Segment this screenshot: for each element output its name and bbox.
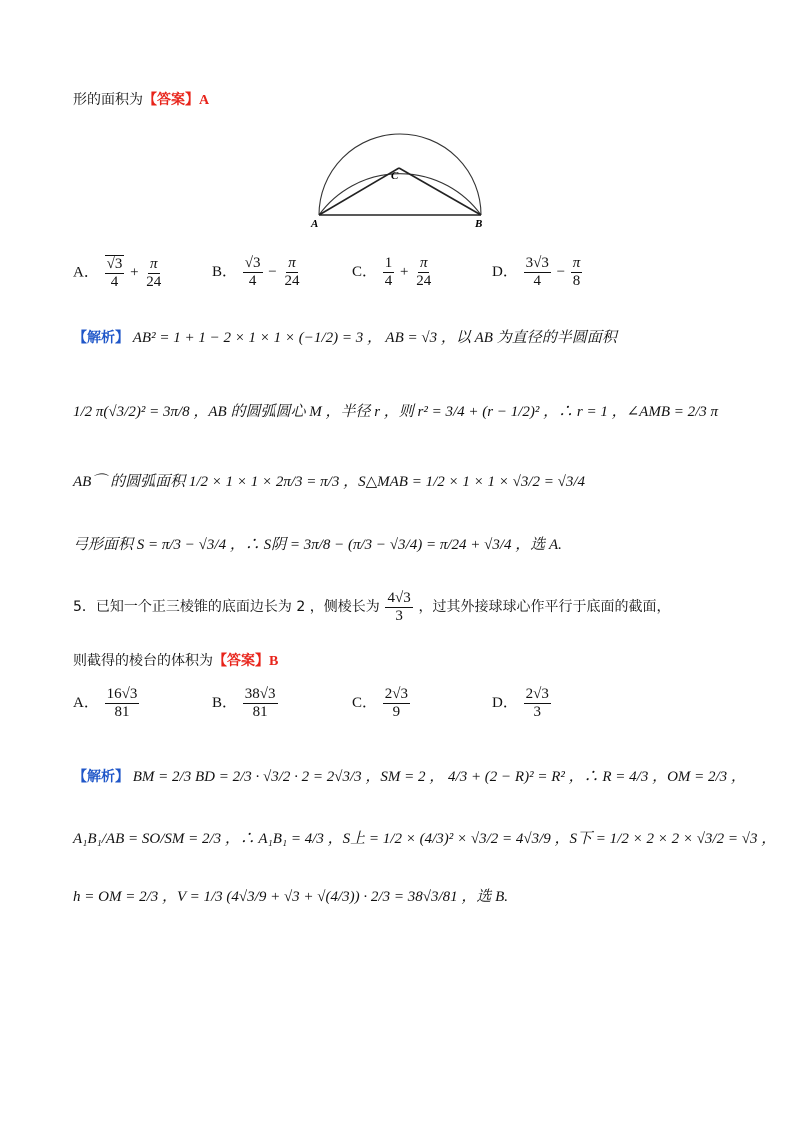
q4-option-d-num2: π xyxy=(571,255,583,273)
q4-semicircle-arc xyxy=(319,134,481,215)
q4-label-c: C xyxy=(391,170,399,182)
q4-option-d-op: − xyxy=(556,264,566,281)
q5-option-c-num: 2√3 xyxy=(383,686,410,704)
q4-option-c-den1: 4 xyxy=(384,273,393,290)
q4-solution-line-4 xyxy=(73,533,562,554)
q4-option-a-den2: 24 xyxy=(146,273,162,290)
q4-option-d-letter: D． xyxy=(492,264,518,281)
q4-figure xyxy=(305,125,495,230)
q5-option-d-num: 2√3 xyxy=(524,686,551,704)
q5-stem-line-2 xyxy=(73,650,278,670)
q5-option-b-num: 38√3 xyxy=(243,686,278,704)
q5-solution-text-1: BM = 2/3 BD = 2/3 · √3/2 · 2 = 2√3/3 ，SM = 2 ， 4/3 + (2 − R)² = R² ，∴ R = 4/3 ，OM = 2/3 ， xyxy=(132,769,746,785)
q4-intro-text: 形的面积为 xyxy=(73,92,143,108)
q4-label-b: B xyxy=(475,218,483,230)
q4-option-c xyxy=(352,255,435,291)
q4-option-a-op: + xyxy=(130,264,139,281)
q5-option-d-den: 3 xyxy=(533,704,541,721)
q4-solution-text-4: 弓形面积 S = π/3 − √3/4 ，∴ S阴 = 3π/8 − (π/3 − √3/4) = π/24 + √3/4 ，选 A. xyxy=(73,537,562,553)
q4-option-b-op: − xyxy=(268,264,277,281)
q4-option-a-num1: √3 xyxy=(105,255,125,274)
q5-stem-frac-num: 4√3 xyxy=(385,590,412,608)
q5-stem-text-2: 则截得的棱台的体积为 xyxy=(73,653,213,669)
q5-option-a-den: 81 xyxy=(114,704,130,721)
q5-solution-text-3: h = OM = 2/3 ，V = 1/3 (4√3/9 + √3 + √(4/3)) · 2/3 = 38√3/81 ，选 B. xyxy=(73,889,509,905)
q4-solution-text-3: AB⌒ 的圆弧面积 1/2 × 1 × 1 × 2π/3 = π/3 ，S△MAB = 1/2 × 1 × 1 × √3/2 = √3/4 xyxy=(73,474,586,490)
q4-option-d-den2: 8 xyxy=(572,273,581,290)
q4-solution-line-3 xyxy=(73,470,585,491)
q5-solution-tag: 【解析】 xyxy=(73,769,129,785)
q4-answer-tag: 【答案】 xyxy=(143,92,199,108)
q5-option-b xyxy=(212,686,280,722)
q4-minor-arc xyxy=(319,174,481,215)
q5-answer-tag: 【答案】 xyxy=(213,653,269,669)
q4-option-b-den2: 24 xyxy=(284,273,300,290)
q4-option-b-letter: B． xyxy=(212,264,238,281)
q5-stem-text-a: 5．已知一个正三棱锥的底面边长为 2 ，侧棱长为 xyxy=(73,599,380,616)
q4-option-d-num1: 3√3 xyxy=(524,255,551,273)
q5-solution-line-3 xyxy=(73,885,508,906)
q4-option-c-den2: 24 xyxy=(416,273,432,290)
q4-solution-text-1: AB² = 1 + 1 − 2 × 1 × 1 × (−1/2) = 3 ， AB = √3 ，以 AB 为直径的半圆面积 xyxy=(132,330,617,346)
q5-option-a xyxy=(73,686,141,722)
q4-option-c-letter: C． xyxy=(352,264,378,281)
q5-option-b-letter: B． xyxy=(212,695,238,712)
q4-intro-line xyxy=(73,89,209,109)
q5-solution-text-2: A₁B₁/AB = SO/SM = 2/3 ，∴ A₁B₁ = 4/3 ，S上 = 1/2 × (4/3)² × √3/2 = 4√3/9 ，S下 = 1/2 × 2 × 2 × √3/2 = √3 ， xyxy=(73,831,777,847)
q4-solution-line-2 xyxy=(73,400,718,421)
q4-option-a xyxy=(73,255,165,292)
q4-option-b xyxy=(212,255,303,291)
q4-option-c-num2: π xyxy=(418,255,430,273)
q4-option-c-num1: 1 xyxy=(383,255,395,273)
q5-option-d xyxy=(492,686,553,722)
q4-option-d-den1: 4 xyxy=(533,273,541,290)
q5-option-c-letter: C． xyxy=(352,695,378,712)
q5-option-d-letter: D． xyxy=(492,695,518,712)
q5-option-c xyxy=(352,686,412,722)
q5-option-c-den: 9 xyxy=(392,704,401,721)
q4-segment-ac xyxy=(319,168,399,215)
q5-option-a-num: 16√3 xyxy=(105,686,140,704)
q4-option-a-letter: A． xyxy=(73,264,99,281)
q5-answer: B xyxy=(269,654,279,669)
q4-segment-cb xyxy=(399,168,481,215)
q4-option-b-den1: 4 xyxy=(248,273,257,290)
q5-stem-text-b: ，过其外接球球心作平行于底面的截面， xyxy=(418,599,671,616)
q5-stem-frac-den: 3 xyxy=(395,608,403,625)
q4-solution-tag: 【解析】 xyxy=(73,330,129,346)
q5-option-a-letter: A． xyxy=(73,695,99,712)
q4-option-a-den1: 4 xyxy=(110,274,119,291)
q4-option-b-num2: π xyxy=(286,255,298,273)
q4-label-a: A xyxy=(311,218,319,230)
q5-solution-line-1 xyxy=(73,765,746,786)
q5-stem-line-1 xyxy=(73,590,670,626)
q4-option-b-num1: √3 xyxy=(243,255,263,273)
q4-option-a-num2: π xyxy=(148,256,160,274)
q4-option-c-op: + xyxy=(400,264,409,281)
q5-option-b-den: 81 xyxy=(252,704,268,721)
q4-option-d xyxy=(492,255,584,291)
q5-solution-line-2 xyxy=(73,827,776,848)
q4-solution-line-1 xyxy=(73,326,617,347)
q4-solution-text-2: 1/2 π(√3/2)² = 3π/8 ，AB 的圆弧圆心 M ，半径 r ，则 r² = 3/4 + (r − 1/2)² ，∴ r = 1 ，∠AMB = 2/3 π xyxy=(73,404,719,420)
q4-answer: A xyxy=(199,93,210,108)
